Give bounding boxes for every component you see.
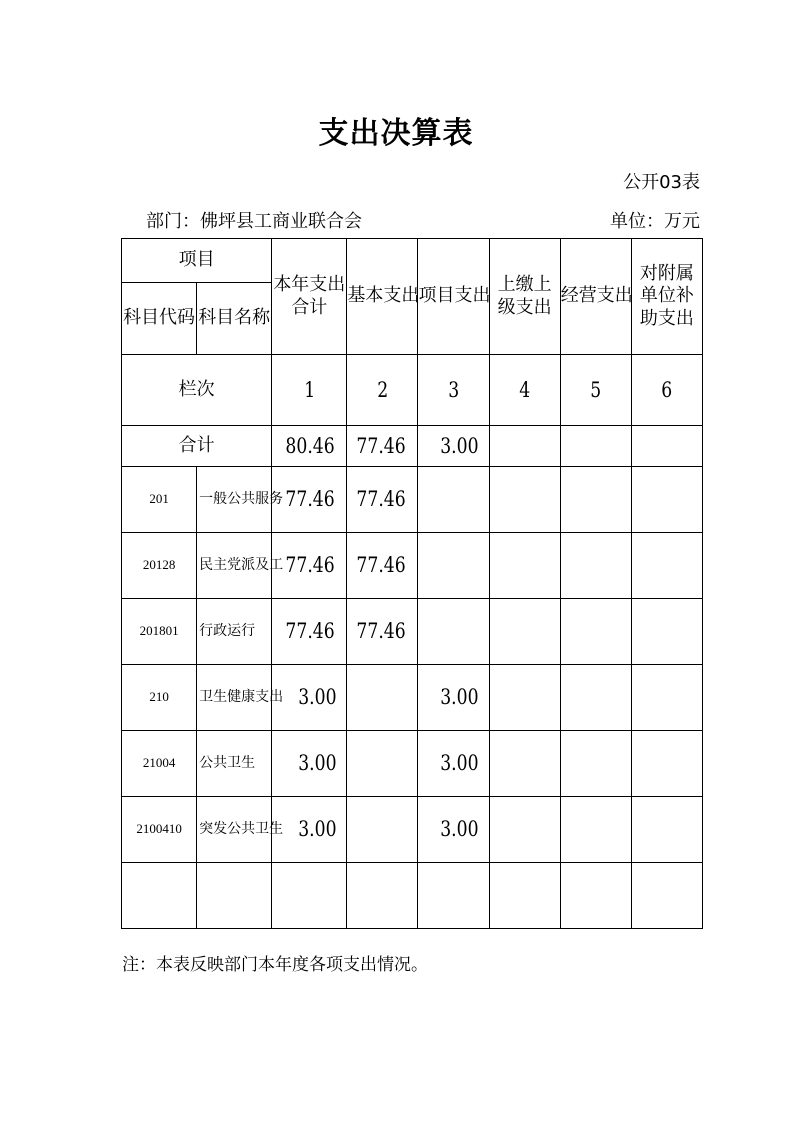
department-label: 部门：佛坪县工商业联合会 [146, 211, 362, 232]
amount-cell [631, 533, 702, 599]
column-index-cell: 2 [347, 355, 418, 426]
column-index-cell: 3 [418, 355, 489, 426]
amount-cell [560, 599, 631, 665]
subject-code-cell: 20128 [122, 533, 197, 599]
amount-cell [560, 863, 631, 929]
header-subject-name: 科目名称 [197, 283, 272, 355]
amount-cell [347, 797, 418, 863]
amount-cell [489, 863, 560, 929]
header-subject-code: 科目代码 [122, 283, 197, 355]
table-row [122, 467, 703, 533]
amount-cell [272, 863, 347, 929]
amount-cell [631, 863, 702, 929]
subject-name-cell: 民主党派及工 [197, 533, 272, 599]
total-value: 77.46 [347, 426, 418, 467]
column-index-label: 栏次 [122, 355, 272, 426]
amount-cell [631, 665, 702, 731]
subject-code-cell: 2100410 [122, 797, 197, 863]
amount-cell: 3.00 [418, 797, 489, 863]
header-total-expenditure: 本年支出合计 [272, 239, 347, 355]
subject-name-cell: 卫生健康支出 [197, 665, 272, 731]
total-value [560, 426, 631, 467]
amount-cell [418, 533, 489, 599]
subject-name-cell [197, 863, 272, 929]
amount-cell [347, 665, 418, 731]
table-row [122, 599, 703, 665]
amount-cell [489, 797, 560, 863]
subject-name-cell: 公共卫生 [197, 731, 272, 797]
header-subsidiary-subsidy: 对附属单位补助支出 [631, 239, 702, 355]
amount-cell: 77.46 [347, 533, 418, 599]
subject-code-cell: 210 [122, 665, 197, 731]
column-index-row [122, 355, 703, 426]
amount-cell [347, 731, 418, 797]
amount-cell [560, 731, 631, 797]
amount-cell [631, 797, 702, 863]
total-label: 合计 [122, 426, 272, 467]
expenditure-table [121, 238, 703, 929]
subject-code-cell: 201 [122, 467, 197, 533]
subject-name-cell: 突发公共卫生 [197, 797, 272, 863]
table-row [122, 797, 703, 863]
amount-cell [631, 731, 702, 797]
amount-cell [560, 665, 631, 731]
header-project-expenditure: 项目支出 [418, 239, 489, 355]
amount-cell: 77.46 [347, 599, 418, 665]
form-number: 公开03表 [623, 172, 700, 193]
amount-cell [418, 467, 489, 533]
amount-cell [631, 467, 702, 533]
amount-cell [631, 599, 702, 665]
total-value: 3.00 [418, 426, 489, 467]
header-item: 项目 [122, 239, 272, 283]
amount-cell: 3.00 [272, 665, 347, 731]
amount-cell: 77.46 [272, 599, 347, 665]
header-remit-upper-expenditure: 上缴上级支出 [489, 239, 560, 355]
total-value [631, 426, 702, 467]
amount-cell: 3.00 [272, 797, 347, 863]
amount-cell [347, 863, 418, 929]
unit-label: 单位：万元 [610, 211, 700, 232]
amount-cell: 3.00 [418, 731, 489, 797]
subject-code-cell [122, 863, 197, 929]
column-index-cell: 4 [489, 355, 560, 426]
amount-cell: 77.46 [272, 533, 347, 599]
amount-cell: 77.46 [347, 467, 418, 533]
subject-code-cell: 21004 [122, 731, 197, 797]
table-row [122, 731, 703, 797]
amount-cell [418, 599, 489, 665]
page-title: 支出决算表 [318, 116, 474, 151]
subject-code-cell: 201801 [122, 599, 197, 665]
table-row [122, 863, 703, 929]
column-index-cell: 1 [272, 355, 347, 426]
amount-cell: 77.46 [272, 467, 347, 533]
footnote: 注：本表反映部门本年度各项支出情况。 [122, 955, 428, 975]
header-operating-expenditure: 经营支出 [560, 239, 631, 355]
column-index-cell: 5 [560, 355, 631, 426]
total-row [122, 426, 703, 467]
subject-name-cell: 一般公共服务 [197, 467, 272, 533]
header-row-1 [122, 239, 703, 283]
amount-cell [489, 665, 560, 731]
amount-cell [560, 533, 631, 599]
amount-cell [489, 599, 560, 665]
subject-name-cell: 行政运行 [197, 599, 272, 665]
amount-cell [489, 533, 560, 599]
amount-cell [560, 467, 631, 533]
amount-cell [560, 797, 631, 863]
table-row [122, 665, 703, 731]
amount-cell: 3.00 [272, 731, 347, 797]
amount-cell [489, 467, 560, 533]
total-value: 80.46 [272, 426, 347, 467]
header-basic-expenditure: 基本支出 [347, 239, 418, 355]
total-value [489, 426, 560, 467]
amount-cell [489, 731, 560, 797]
amount-cell [418, 863, 489, 929]
amount-cell: 3.00 [418, 665, 489, 731]
table-row [122, 533, 703, 599]
column-index-cell: 6 [631, 355, 702, 426]
